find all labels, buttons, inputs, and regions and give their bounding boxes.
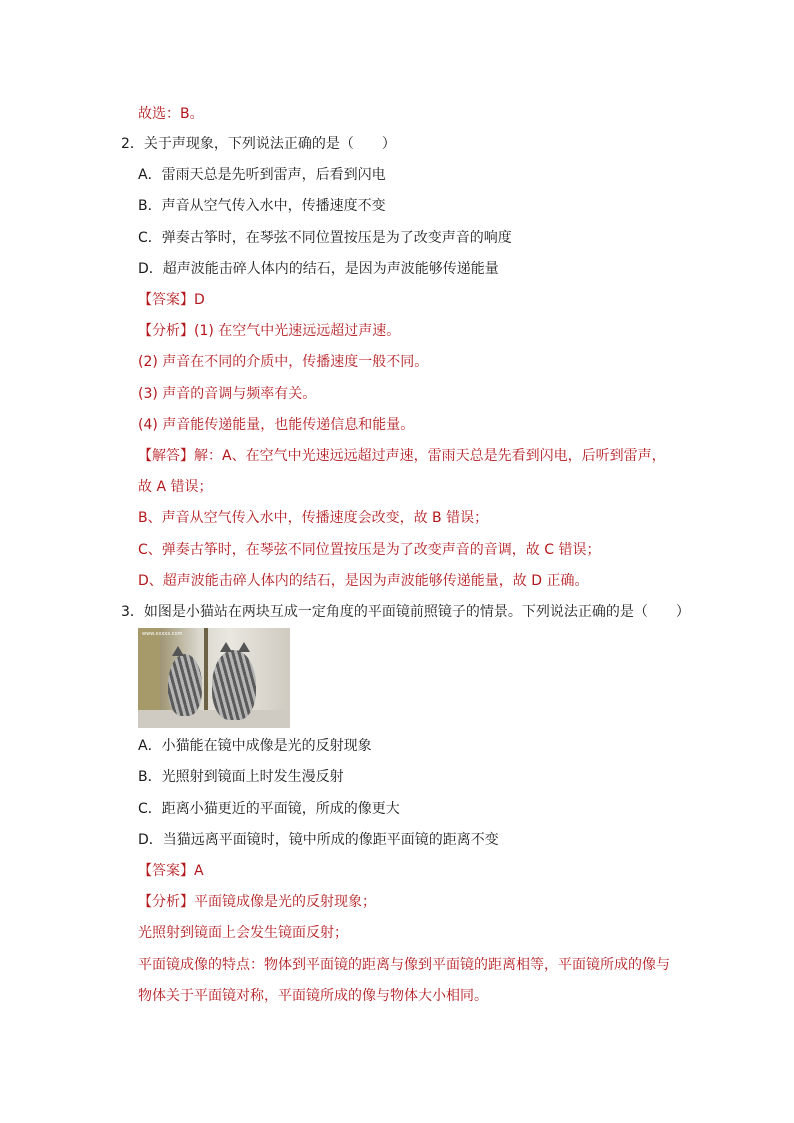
solution-line-3: B、声音从空气传入水中，传播速度会改变，故 B 错误； xyxy=(138,510,489,526)
question-3-answer xyxy=(138,861,204,881)
question-2-option-c: C．弹奏古筝时，在琴弦不同位置按压是为了改变声音的响度 xyxy=(138,230,512,246)
analysis-line-2: (2) 声音在不同的介质中，传播速度一般不同。 xyxy=(138,354,429,370)
question-3-stem: 3．如图是小猫站在两块互成一定角度的平面镜前照镜子的情景。下列说法正确的是（ ） xyxy=(121,604,690,620)
question-3-option-b: B．光照射到镜面上时发生漫反射 xyxy=(138,769,344,785)
answer-tag: 【答案】 xyxy=(138,292,194,308)
question-3-option-c: C．距离小猫更近的平面镜，所成的像更大 xyxy=(138,801,400,817)
floor xyxy=(138,710,290,728)
analysis-tag: 【分析】 xyxy=(138,894,194,910)
question-3-option-a: A．小猫能在镜中成像是光的反射现象 xyxy=(138,738,372,754)
question-2-solution xyxy=(138,446,666,466)
solution-line-4: C、弹奏古筝时，在琴弦不同位置按压是为了改变声音的音调，故 C 错误； xyxy=(138,542,601,558)
question-3-analysis xyxy=(138,892,376,912)
question-2-analysis xyxy=(138,321,400,341)
cat-figure xyxy=(212,650,256,720)
cat-reflection xyxy=(168,654,202,716)
solution-line-2: 故 A 错误； xyxy=(138,479,213,495)
solution-line-5: D、超声波能击碎人体内的结石，是因为声波能够传递能量，故 D 正确。 xyxy=(138,573,589,589)
analysis-line-4: (4) 声音能传递能量，也能传递信息和能量。 xyxy=(138,417,415,433)
analysis-line-3: 平面镜成像的特点：物体到平面镜的距离与像到平面镜的距离相等，平面镜所成的像与 xyxy=(138,957,670,973)
answer-tag: 【答案】 xyxy=(138,863,194,879)
conclusion-line: 故选：B。 xyxy=(138,106,204,122)
question-2-option-d: D．超声波能击碎人体内的结石，是因为声波能够传递能量 xyxy=(138,261,499,277)
solution-line-1: 解：A、在空气中光速远远超过声速，雷雨天总是先看到闪电，后听到雷声， xyxy=(194,448,666,464)
answer-value: A xyxy=(194,863,204,879)
question-2-option-a: A．雷雨天总是先听到雷声，后看到闪电 xyxy=(138,167,386,183)
analysis-tag: 【分析】 xyxy=(138,323,194,339)
analysis-line-1: (1) 在空气中光速远远超过声速。 xyxy=(194,323,401,339)
analysis-line-2: 光照射到镜面上会发生镜面反射； xyxy=(138,925,348,941)
analysis-line-4: 物体关于平面镜对称，平面镜所成的像与物体大小相同。 xyxy=(138,988,488,1004)
question-2-stem: 2．关于声现象，下列说法正确的是（ ） xyxy=(121,136,396,152)
image-watermark: www.xxxxx.com xyxy=(142,631,183,637)
question-2-option-b: B．声音从空气传入水中，传播速度不变 xyxy=(138,198,386,214)
cat-ear-right xyxy=(238,642,250,652)
cat-mirror-photo xyxy=(138,628,290,728)
solution-tag: 【解答】 xyxy=(138,448,194,464)
analysis-line-1: 平面镜成像是光的反射现象； xyxy=(194,894,376,910)
answer-value: D xyxy=(194,292,205,308)
analysis-line-3: (3) 声音的音调与频率有关。 xyxy=(138,386,317,402)
question-2-answer xyxy=(138,290,205,310)
question-3-option-d: D．当猫远离平面镜时，镜中所成的像距平面镜的距离不变 xyxy=(138,832,499,848)
cat-reflection-ear xyxy=(172,646,184,656)
cat-ear-left xyxy=(220,642,232,652)
